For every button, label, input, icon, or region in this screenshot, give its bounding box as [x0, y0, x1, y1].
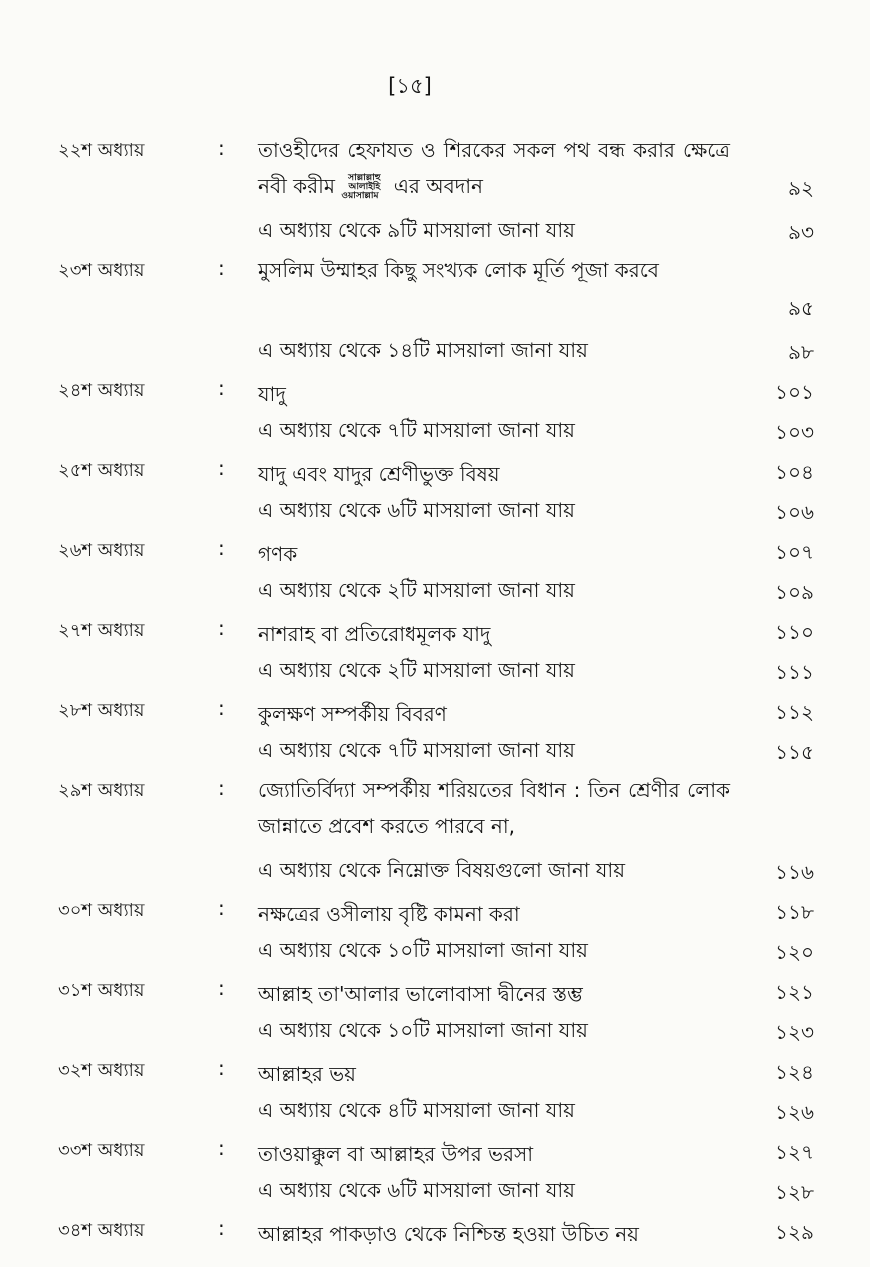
- toc-row: [0, 410, 870, 450]
- page-ref: ১১৫: [775, 740, 814, 764]
- chapter-label: ২২শ অধ্যায়: [58, 140, 145, 161]
- chapter-title: গণক: [258, 542, 298, 566]
- page-ref: ১০১: [775, 380, 814, 404]
- chapter-label: ২৯শ অধ্যায়: [58, 780, 145, 801]
- subentry-text: এ অধ্যায় থেকে নিম্নোক্ত বিষয়গুলো জানা যায়: [258, 858, 626, 882]
- toc-row: [0, 1050, 870, 1090]
- chapter-label: ৩৪শ অধ্যায়: [58, 1220, 145, 1241]
- toc-row: [0, 490, 870, 530]
- toc-row: [0, 890, 870, 930]
- chapter-label: ২৬শ অধ্যায়: [58, 540, 145, 561]
- chapter-label: ৩২শ অধ্যায়: [58, 1060, 145, 1081]
- page-ref: ১০৬: [775, 500, 814, 524]
- chapter-label: ৩০শ অধ্যায়: [58, 900, 145, 921]
- page-ref: ১১১: [775, 660, 814, 684]
- separator-colon: :: [218, 896, 225, 920]
- subentry-text: এ অধ্যায় থেকে ৬টি মাসয়ালা জানা যায়: [258, 1178, 575, 1202]
- page-ref: ১২৯: [775, 1220, 814, 1244]
- page-ref: ১০৯: [775, 580, 814, 604]
- page-ref: ১০৩: [775, 420, 814, 444]
- toc-row: [0, 370, 870, 410]
- page-number: [১৫]: [388, 74, 432, 98]
- toc-row: [0, 250, 870, 330]
- toc-row: [0, 970, 870, 1010]
- separator-colon: :: [218, 536, 225, 560]
- chapter-title-text: তাওহীদের হেফাযত ও শিরকের সকল পথ বন্ধ করার ক্ষেত্রে নবী করীম: [258, 138, 730, 198]
- subentry-text: এ অধ্যায় থেকে ৯টি মাসয়ালা জানা যায়: [258, 218, 575, 242]
- chapter-title: [258, 132, 730, 204]
- table-of-contents: [0, 130, 870, 1250]
- page-ref: ৯৮: [788, 340, 814, 364]
- separator-colon: :: [218, 1056, 225, 1080]
- toc-row: [0, 1090, 870, 1130]
- chapter-label: ৩৩শ অধ্যায়: [58, 1140, 145, 1161]
- page-ref: ১১৮: [775, 900, 814, 924]
- chapter-title-suffix: এর অবদান: [387, 174, 483, 198]
- chapter-label: ২৩শ অধ্যায়: [58, 260, 145, 281]
- toc-row: [0, 690, 870, 730]
- page-ref: ১২১: [775, 980, 814, 1004]
- toc-row: [0, 930, 870, 970]
- chapter-title: তাওয়াক্কুল বা আল্লাহর উপর ভরসা: [258, 1142, 534, 1166]
- chapter-title: আল্লাহর পাকড়াও থেকে নিশ্চিন্ত হওয়া উচিত নয়: [258, 1222, 639, 1246]
- subentry-text: এ অধ্যায় থেকে ৪টি মাসয়ালা জানা যায়: [258, 1098, 575, 1122]
- page-ref: ১১২: [775, 700, 814, 724]
- page-ref: ১০৭: [775, 540, 814, 564]
- toc-row: [0, 330, 870, 370]
- chapter-title: মুসলিম উম্মাহর কিছু সংখ্যক লোক মূর্তি পূজা করবে: [258, 258, 659, 282]
- toc-row: [0, 610, 870, 650]
- chapter-title: যাদু: [258, 382, 286, 406]
- subentry-text: এ অধ্যায় থেকে ২টি মাসয়ালা জানা যায়: [258, 658, 575, 682]
- subentry-text: এ অধ্যায় থেকে ১০টি মাসয়ালা জানা যায়: [258, 938, 588, 962]
- subentry-text: এ অধ্যায় থেকে ৬টি মাসয়ালা জানা যায়: [258, 498, 575, 522]
- chapter-title: নক্ষত্রের ওসীলায় বৃষ্টি কামনা করা: [258, 902, 520, 926]
- chapter-label: ২৭শ অধ্যায়: [58, 620, 145, 641]
- toc-row: [0, 130, 870, 210]
- separator-colon: :: [218, 616, 225, 640]
- chapter-label: ২৮শ অধ্যায়: [58, 700, 145, 721]
- separator-colon: :: [218, 136, 225, 160]
- separator-colon: :: [218, 696, 225, 720]
- page-ref: ৯৫: [788, 296, 814, 320]
- chapter-label: ২৪শ অধ্যায়: [58, 380, 145, 401]
- separator-colon: :: [218, 1216, 225, 1240]
- toc-row: [0, 650, 870, 690]
- subentry-text: এ অধ্যায় থেকে ২টি মাসয়ালা জানা যায়: [258, 578, 575, 602]
- page-ref: ১২৬: [775, 1100, 814, 1124]
- page-ref: ১২৩: [775, 1020, 814, 1044]
- chapter-title: কুলক্ষণ সম্পর্কীয় বিবরণ: [258, 702, 447, 726]
- chapter-label: ২৫শ অধ্যায়: [58, 460, 145, 481]
- separator-colon: :: [218, 1136, 225, 1160]
- separator-colon: :: [218, 376, 225, 400]
- page-ref: ১১০: [775, 620, 814, 644]
- page-ref: ১২৭: [775, 1140, 814, 1164]
- separator-colon: :: [218, 456, 225, 480]
- toc-row: [0, 210, 870, 250]
- subentry-text: এ অধ্যায় থেকে ১০টি মাসয়ালা জানা যায়: [258, 1018, 588, 1042]
- toc-row: [0, 570, 870, 610]
- toc-row: [0, 1130, 870, 1170]
- chapter-title: জ্যোতির্বিদ্যা সম্পর্কীয় শরিয়তের বিধান : তিন শ্রেণীর লোক জান্নাতে প্রবেশ করতে পারবে না,: [258, 778, 730, 838]
- toc-row: [0, 450, 870, 490]
- page-ref: ৯২: [788, 176, 814, 200]
- toc-row: [0, 530, 870, 570]
- chapter-title: যাদু এবং যাদুর শ্রেণীভুক্ত বিষয়: [258, 462, 500, 486]
- salawat-seal: সাল্লাল্লাহু আলাইহি ওয়াসাল্লাম: [341, 173, 381, 201]
- page-ref: ৯৩: [788, 220, 814, 244]
- subentry-text: এ অধ্যায় থেকে ৭টি মাসয়ালা জানা যায়: [258, 738, 575, 762]
- page-ref: ১০৪: [775, 460, 814, 484]
- chapter-title: নাশরাহ বা প্রতিরোধমূলক যাদু: [258, 622, 491, 646]
- toc-row: [0, 1170, 870, 1210]
- toc-row: [0, 770, 870, 850]
- toc-row: [0, 1210, 870, 1250]
- chapter-label: ৩১শ অধ্যায়: [58, 980, 145, 1001]
- chapter-title: আল্লাহ তা'আলার ভালোবাসা দ্বীনের স্তম্ভ: [258, 982, 583, 1006]
- toc-row: [0, 1010, 870, 1050]
- separator-colon: :: [218, 256, 225, 280]
- page-ref: ১২৪: [775, 1060, 814, 1084]
- page-ref: ১২৮: [775, 1180, 814, 1204]
- subentry-text: এ অধ্যায় থেকে ৭টি মাসয়ালা জানা যায়: [258, 418, 575, 442]
- toc-row: [0, 850, 870, 890]
- separator-colon: :: [218, 976, 225, 1000]
- chapter-title: আল্লাহর ভয়: [258, 1062, 356, 1086]
- page-ref: ১২০: [775, 940, 814, 964]
- separator-colon: :: [218, 776, 225, 800]
- page-ref: ১১৬: [775, 860, 814, 884]
- toc-row: [0, 730, 870, 770]
- subentry-text: এ অধ্যায় থেকে ১৪টি মাসয়ালা জানা যায়: [258, 338, 588, 362]
